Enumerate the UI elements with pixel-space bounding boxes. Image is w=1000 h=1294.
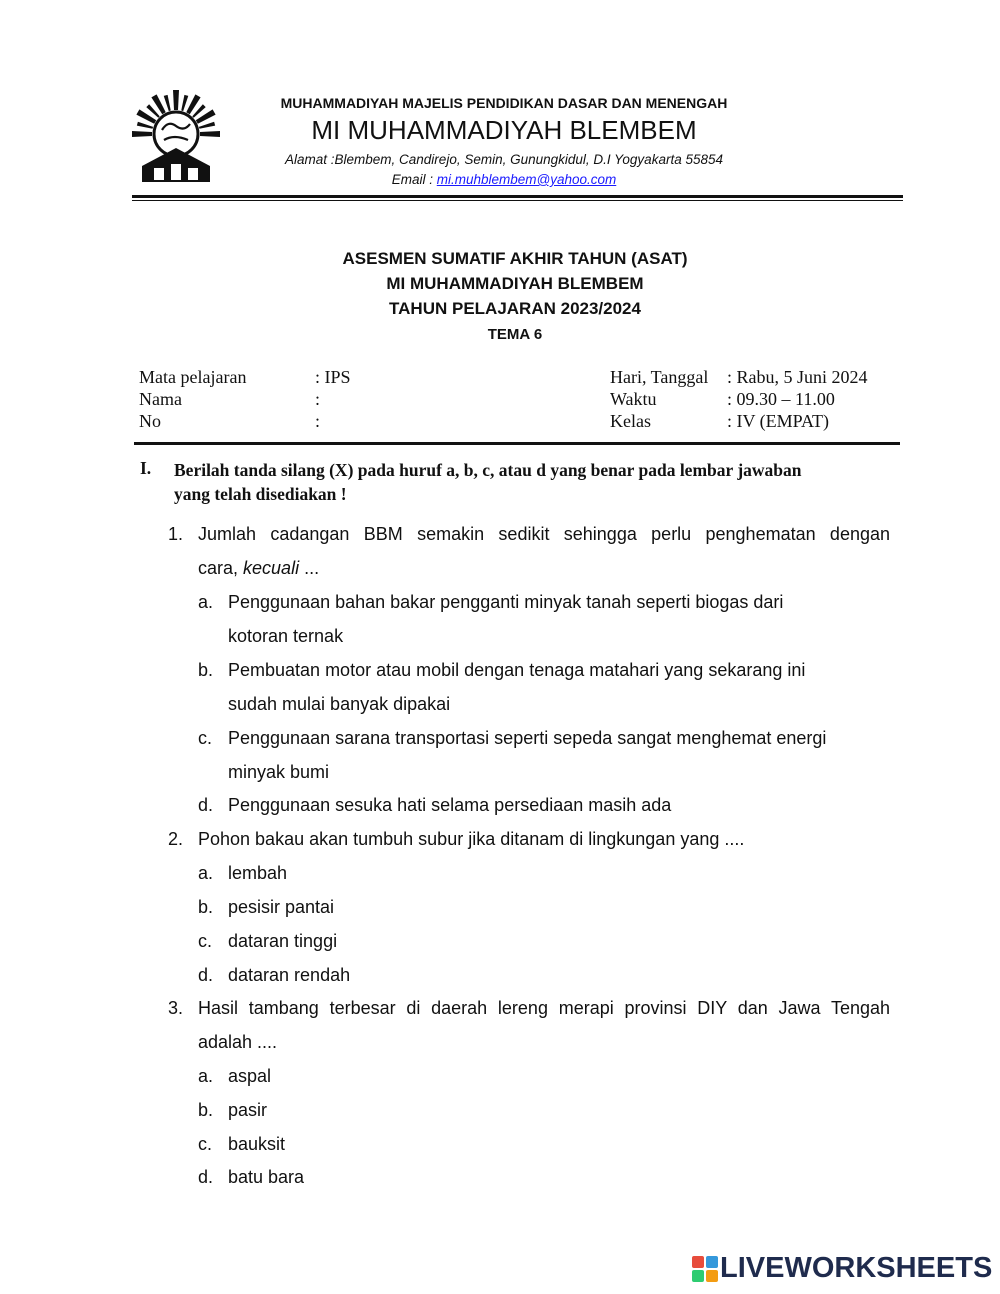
subject-value: : IPS [315,367,351,387]
option-letter: a. [198,863,214,883]
instruction-text [174,458,894,506]
number-value: : [315,411,321,431]
liveworksheets-logo-icon [692,1256,718,1282]
class-value: : IV (EMPAT) [727,411,830,431]
option-text: bauksit [228,1134,286,1154]
option-text: minyak bumi [228,762,330,782]
option-text: Penggunaan sesuka hati selama persediaan masih ada [228,795,672,815]
muhammadiyah-logo [128,88,224,184]
option-text: dataran rendah [228,965,351,985]
date-label: Hari, Tanggal [610,367,709,387]
option-text: batu bara [228,1167,305,1187]
date-value: : Rabu, 5 Juni 2024 [727,367,868,387]
instruction-line-1: Berilah tanda silang (X) pada huruf a, b, c, atau d yang benar pada lembar jawaban [174,460,802,480]
school-name: MI MUHAMMADIYAH BLEMBEM [311,115,697,145]
email-label: Email : [391,172,437,187]
option-text: Pembuatan motor atau mobil dengan tenaga matahari yang sekarang ini [228,660,806,680]
option-text: aspal [228,1066,272,1086]
name-label: Nama [139,389,182,409]
class-label: Kelas [610,411,651,431]
option-letter: c. [198,1134,213,1154]
liveworksheets-watermark: LIVEWORKSHEETS [720,1252,993,1284]
letterhead-divider-thick [132,195,903,198]
subject-label: Mata pelajaran [139,367,247,387]
exam-theme: TEMA 6 [487,326,543,343]
option-text: dataran tinggi [228,931,338,951]
organization-name: MUHAMMADIYAH MAJELIS PENDIDIKAN DASAR DAN MENENGAH [280,95,728,111]
exam-year: TAHUN PELAJARAN 2023/2024 [389,299,641,318]
option-text: Penggunaan sarana transportasi seperti sepeda sangat menghemat energi [228,728,827,748]
option-letter: a. [198,592,214,612]
option-letter: d. [198,965,214,985]
email-link[interactable]: mi.muhblembem@yahoo.com [436,172,617,187]
option-text: pesisir pantai [228,897,335,917]
school-address: Alamat :Blembem, Candirejo, Semin, Gunungkidul, D.I Yogyakarta 55854 [285,152,723,167]
option-text: kotoran ternak [228,626,344,646]
letterhead-divider-thin [132,200,903,201]
question-2-number: 2. [168,829,184,849]
option-letter: a. [198,1066,214,1086]
option-letter: c. [198,728,213,748]
question-2-line-1: Pohon bakau akan tumbuh subur jika ditanam di lingkungan yang .... [198,829,745,849]
question-3-number: 3. [168,998,184,1018]
option-letter: d. [198,1167,214,1187]
email-line [244,172,764,187]
question-1-line-2: cara, kecuali ... [198,558,320,578]
number-label: No [139,411,161,431]
option-letter: d. [198,795,214,815]
option-letter: c. [198,931,213,951]
exam-title: ASESMEN SUMATIF AKHIR TAHUN (ASAT) [342,249,688,268]
option-letter: b. [198,897,214,917]
option-text: sudah mulai banyak dipakai [228,694,451,714]
option-letter: b. [198,1100,214,1120]
option-text: lembah [228,863,288,883]
time-value: : 09.30 – 11.00 [727,389,835,409]
option-text: Penggunaan bahan bakar pengganti minyak tanah seperti biogas dari [228,592,784,612]
question-1-line-1: Jumlah cadangan BBM semakin sedikit sehingga perlu penghematan dengan [198,524,890,544]
question-1-emphasis: kecuali [243,558,300,578]
instruction-line-2: yang telah disediakan ! [174,484,347,504]
question-3-line-2: adalah .... [198,1032,278,1052]
question-3-line-1: Hasil tambang terbesar di daerah lereng merapi provinsi DIY dan Jawa Tengah [198,998,890,1018]
section-number: I. [140,458,152,478]
info-divider [134,442,900,445]
option-letter: b. [198,660,214,680]
time-label: Waktu [610,389,657,409]
name-value: : [315,389,321,409]
exam-school: MI MUHAMMADIYAH BLEMBEM [386,274,644,293]
question-1-number: 1. [168,524,184,544]
option-text: pasir [228,1100,268,1120]
